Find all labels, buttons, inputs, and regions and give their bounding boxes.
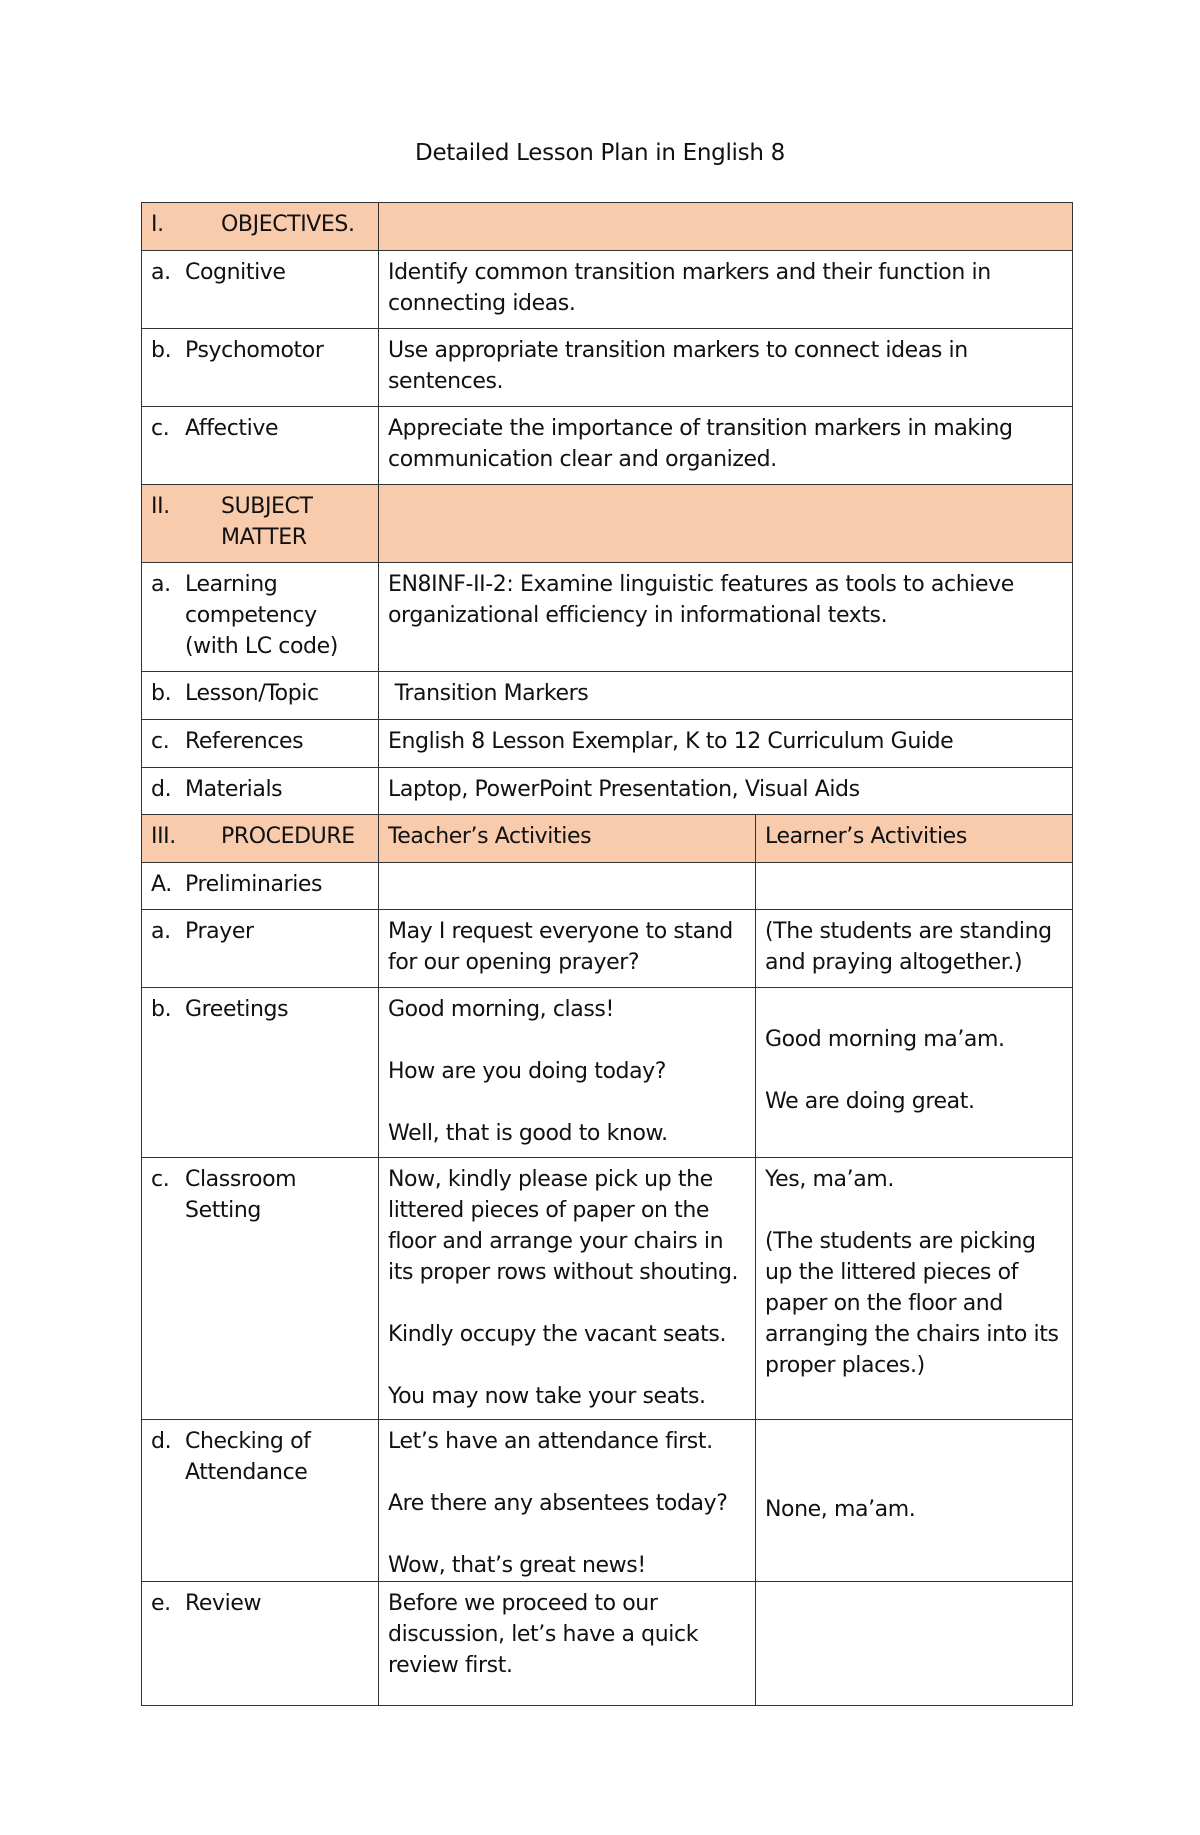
teacher-activities-header: Teacher’s Activities xyxy=(379,815,756,863)
attendance-row xyxy=(142,1420,1073,1582)
subject-matter-header-empty xyxy=(379,485,1073,563)
document-title: Detailed Lesson Plan in English 8 xyxy=(415,140,785,166)
objectives-header-empty xyxy=(379,203,1073,251)
row-marker: e. xyxy=(151,1591,171,1616)
subject-matter-heading-cell xyxy=(142,485,379,563)
objective-row xyxy=(142,251,1073,329)
teacher-cell xyxy=(379,863,756,910)
learner-activities-header: Learner’s Activities xyxy=(756,815,1073,863)
lesson-plan-table xyxy=(141,202,1073,1706)
review-row xyxy=(142,1582,1073,1706)
learner-cell: (The students are standing and praying altogether.) xyxy=(756,910,1073,988)
classroom-setting-row xyxy=(142,1158,1073,1420)
teacher-line: How are you doing today? xyxy=(388,1059,667,1084)
row-marker: a. xyxy=(151,919,171,944)
teacher-cell xyxy=(379,988,756,1158)
row-label: Learning competency (with LC code) xyxy=(185,572,338,659)
prayer-row xyxy=(142,910,1073,988)
teacher-line: You may now take your seats. xyxy=(388,1384,706,1409)
teacher-line: Now, kindly please pick up the littered pieces of paper on the floor and arrange your chairs in its proper rows without shouting. xyxy=(388,1167,739,1285)
teacher-cell xyxy=(379,1420,756,1582)
row-label: Materials xyxy=(185,777,283,802)
objectives-heading-cell xyxy=(142,203,379,251)
subject-matter-header-row xyxy=(142,485,1073,563)
row-marker: d. xyxy=(151,1429,172,1454)
section-numeral: II. xyxy=(151,494,170,519)
row-label: Preliminaries xyxy=(185,872,323,897)
teacher-line: Let’s have an attendance first. xyxy=(388,1429,713,1454)
teacher-cell: May I request everyone to stand for our opening prayer? xyxy=(379,910,756,988)
teacher-line: Well, that is good to know. xyxy=(388,1121,668,1146)
learner-line: Good morning ma’am. xyxy=(765,1027,1005,1052)
teacher-line: Wow, that’s great news! xyxy=(388,1553,646,1578)
row-label: References xyxy=(185,729,304,754)
row-label: Affective xyxy=(185,416,279,441)
row-label: Prayer xyxy=(185,919,254,944)
row-label: Checking of Attendance xyxy=(185,1429,311,1485)
row-value: Use appropriate transition markers to connect ideas in sentences. xyxy=(379,329,1073,407)
section-heading: PROCEDURE xyxy=(221,824,355,849)
row-marker: c. xyxy=(151,1167,170,1192)
teacher-cell: Before we proceed to our discussion, let’s have a quick review first. xyxy=(379,1582,756,1706)
row-marker: c. xyxy=(151,729,170,754)
row-value: Identify common transition markers and their function in connecting ideas. xyxy=(379,251,1073,329)
row-label: Greetings xyxy=(185,997,289,1022)
preliminaries-row xyxy=(142,863,1073,910)
learner-line: Yes, ma’am. xyxy=(765,1167,894,1192)
row-marker: c. xyxy=(151,416,170,441)
teacher-line: Are there any absentees today? xyxy=(388,1491,728,1516)
learner-cell xyxy=(756,1582,1073,1706)
row-marker: d. xyxy=(151,777,172,802)
subject-row xyxy=(142,672,1073,720)
row-marker: b. xyxy=(151,338,172,363)
objectives-header-row xyxy=(142,203,1073,251)
greetings-row xyxy=(142,988,1073,1158)
teacher-line: Kindly occupy the vacant seats. xyxy=(388,1322,727,1347)
learner-cell xyxy=(756,863,1073,910)
objective-row xyxy=(142,329,1073,407)
row-marker: a. xyxy=(151,260,171,285)
section-heading: SUBJECT xyxy=(221,494,313,519)
row-label: Review xyxy=(185,1591,262,1616)
row-label: Lesson/Topic xyxy=(185,681,319,706)
row-label: Classroom Setting xyxy=(185,1167,297,1223)
procedure-heading-cell xyxy=(142,815,379,863)
teacher-line: Good morning, class! xyxy=(388,997,614,1022)
subject-row xyxy=(142,720,1073,768)
section-numeral: III. xyxy=(151,824,176,849)
section-numeral: I. xyxy=(151,212,164,237)
row-marker: b. xyxy=(151,997,172,1022)
row-value: Laptop, PowerPoint Presentation, Visual Aids xyxy=(379,768,1073,815)
row-value: Transition Markers xyxy=(379,672,1073,720)
learner-cell: None, ma’am. xyxy=(756,1420,1073,1582)
section-heading: OBJECTIVES. xyxy=(221,212,355,237)
procedure-header-row xyxy=(142,815,1073,863)
subject-row xyxy=(142,768,1073,815)
learner-line: (The students are picking up the littered pieces of paper on the floor and arranging the chairs into its proper places.) xyxy=(765,1229,1059,1378)
learner-cell xyxy=(756,1158,1073,1420)
row-value: Appreciate the importance of transition markers in making communication clear and organized. xyxy=(379,407,1073,485)
row-label: Cognitive xyxy=(185,260,286,285)
subject-row xyxy=(142,563,1073,672)
row-marker: b. xyxy=(151,681,172,706)
row-value: EN8INF-II-2: Examine linguistic features as tools to achieve organizational efficiency in informational texts. xyxy=(379,563,1073,672)
objective-row xyxy=(142,407,1073,485)
section-heading: MATTER xyxy=(221,525,307,550)
learner-line: We are doing great. xyxy=(765,1089,975,1114)
teacher-cell xyxy=(379,1158,756,1420)
row-value: English 8 Lesson Exemplar, K to 12 Curriculum Guide xyxy=(379,720,1073,768)
row-label: Psychomotor xyxy=(185,338,324,363)
learner-cell xyxy=(756,988,1073,1158)
row-marker: A. xyxy=(151,872,172,897)
row-marker: a. xyxy=(151,572,171,597)
